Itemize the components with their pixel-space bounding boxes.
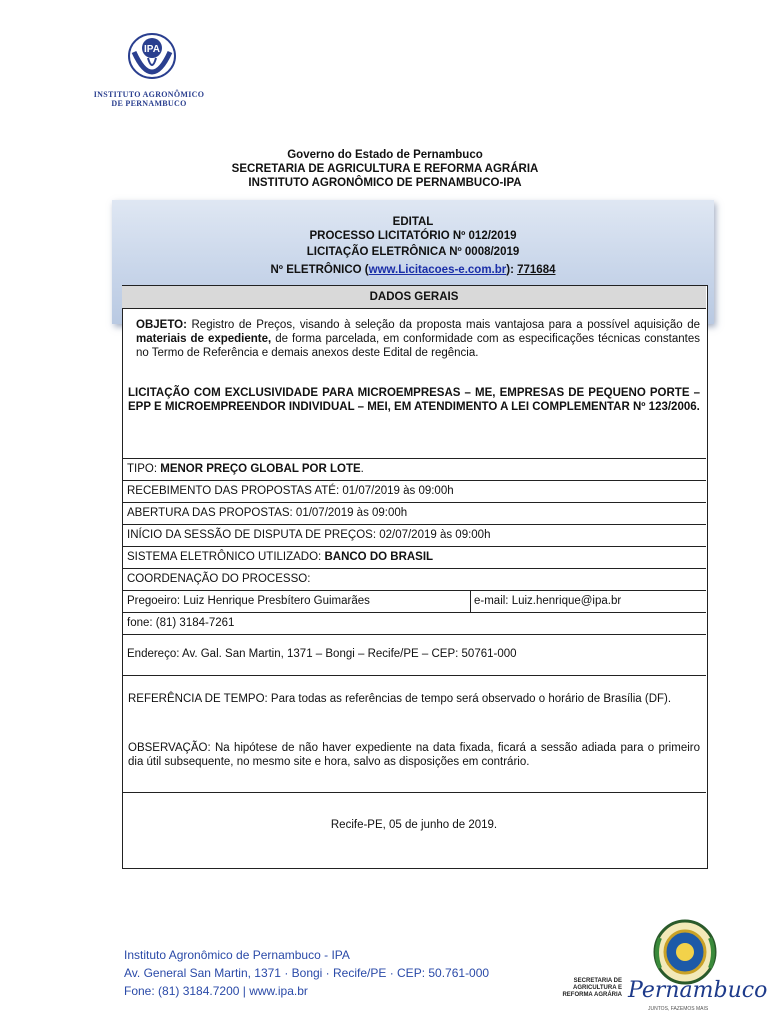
header-secretaria: SECRETARIA DE AGRICULTURA E REFORMA AGRÁRIA [231,163,539,175]
recebimento-row [122,481,706,503]
coordenacao-row [122,569,706,591]
header-gov: Governo do Estado de Pernambuco [287,149,483,161]
pe-slogan: JUNTOS, FAZEMOS MAIS [648,1006,709,1012]
objeto-text2: de forma parcelada, em conformidade com as especificações técnicas constantes no Termo de Referência e demais anexos deste Edital de regência. [136,333,701,359]
tipo-value: MENOR PREÇO GLOBAL POR LOTE [160,463,361,475]
exclusividade-paragraph: LICITAÇÃO COM EXCLUSIVIDADE PARA MICROEMPRESAS – ME, EMPRESAS DE PEQUENO PORTE – EPP E MICROEMPREENDOR INDIVIDUAL – MEI, EM ATENDIMENTO A LEI COMPLEMENTAR Nº 123/2006. [128,387,700,413]
observacao-paragraph: OBSERVAÇÃO: Na hipótese de não haver expediente na data fixada, ficará a sessão adiada para o primeiro dia útil subsequente, no mesmo site e hora, salvo as disposições em contrário. [128,742,700,768]
pernambuco-seal-icon [648,918,722,986]
footer-line1: Instituto Agronômico de Pernambuco - IPA [124,948,350,962]
abertura-row [122,503,706,525]
objeto-paragraph [136,318,700,360]
objeto-bold: materiais de expediente, [136,333,272,345]
footer-line3: Fone: (81) 3184.7200 | www.ipa.br [124,984,308,998]
eletronico-prefix: Nº ELETRÔNICO ( [270,264,369,276]
sistema-label: SISTEMA ELETRÔNICO UTILIZADO: [127,551,325,563]
pernambuco-logo-text: Pernambuco [628,978,768,1003]
recebimento-text: RECEBIMENTO DAS PROPOSTAS ATÉ: 01/07/2019 às 09:00h [127,485,454,497]
ipa-logo [112,32,192,92]
tipo-row [122,459,706,481]
fone-text: fone: (81) 3184-7261 [127,617,235,629]
secretaria-text: SECRETARIA DE AGRICULTURA E REFORMA AGRÁRIA [562,978,622,998]
ipa-logo-text [84,90,214,108]
fone-row [122,613,706,635]
divider [470,591,471,612]
tipo-label: TIPO: [127,463,161,475]
edital-title: EDITAL [392,216,434,228]
sistema-value: BANCO DO BRASIL [324,551,434,563]
email-text[interactable]: e-mail: Luiz.henrique@ipa.br [474,595,622,607]
abertura-text: ABERTURA DAS PROPOSTAS: 01/07/2019 às 09:00h [127,507,408,519]
coordenacao-text: COORDENAÇÃO DO PROCESSO: [127,573,311,585]
footer-line2: Av. General San Martin, 1371 · Bongi · Recife/PE · CEP: 50.761-000 [124,966,490,980]
edital-eletronico [112,264,714,276]
svg-text:IPA: IPA [144,44,160,55]
pregoeiro-row [122,591,706,613]
eletronico-mid: ): [506,264,518,276]
objeto-label: OBJETO: [136,319,187,331]
edital-licitacao: LICITAÇÃO ELETRÔNICA Nº 0008/2019 [306,246,520,258]
endereco-row [122,635,706,676]
endereco-text: Endereço: Av. Gal. San Martin, 1371 – Bongi – Recife/PE – CEP: 50761-000 [127,648,517,660]
referencia-paragraph: REFERÊNCIA DE TEMPO: Para todas as referências de tempo será observado o horário de Brasília (DF). [128,693,672,705]
dados-gerais-heading: DADOS GERAIS [122,286,706,309]
objeto-text1: Registro de Preços, visando à seleção da proposta mais vantajosa para a possível aquisição de [186,319,700,331]
logo-line2: DE PERNAMBUCO [111,99,187,108]
logo-line1: INSTITUTO AGRONÔMICO [93,90,205,99]
edital-processo: PROCESSO LICITATÓRIO Nº 012/2019 [309,230,517,242]
divider [122,308,123,448]
divider [122,792,706,793]
header-institute: INSTITUTO AGRONÔMICO DE PERNAMBUCO-IPA [248,177,522,189]
date-line: Recife-PE, 05 de junho de 2019. [330,819,498,831]
sistema-row [122,547,706,569]
eletronico-number: 771684 [517,264,556,276]
tipo-end: . [360,463,364,475]
inicio-text: INÍCIO DA SESSÃO DE DISPUTA DE PREÇOS: 02/07/2019 às 09:00h [127,529,491,541]
inicio-row [122,525,706,547]
licitacoes-link[interactable]: www.Licitacoes-e.com.br [368,264,507,276]
pregoeiro-text: Pregoeiro: Luiz Henrique Presbítero Guimarães [127,595,370,607]
